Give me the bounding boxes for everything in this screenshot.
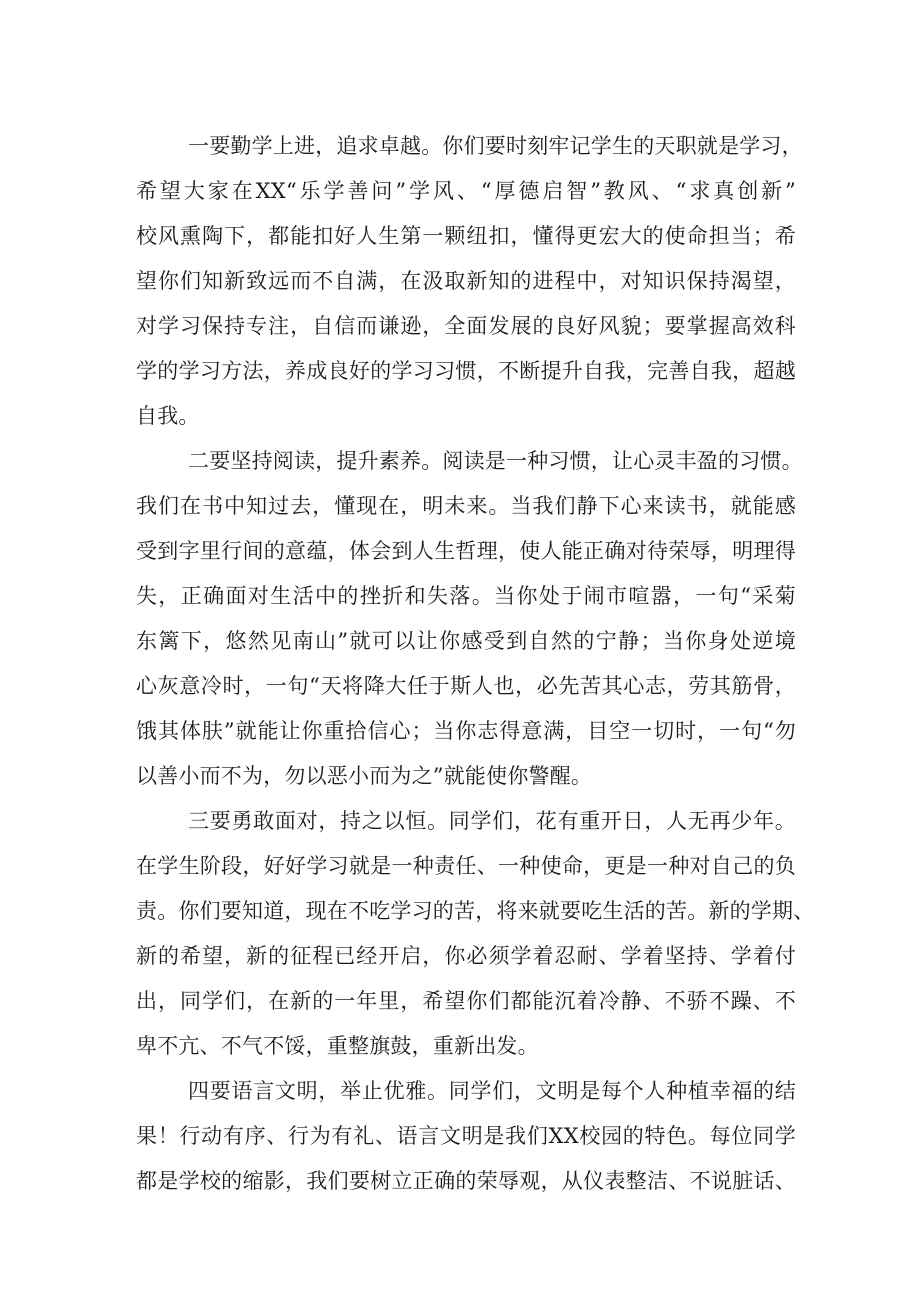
paragraph-line: 三要勇敢面对，持之以恒。同学们，花有重开日，人无再少年。 <box>188 809 796 833</box>
paragraph-line: 都是学校的缩影，我们要树立正确的荣辱观，从仪表整洁、不说脏话、 <box>136 1169 796 1193</box>
paragraph-2 <box>136 439 803 799</box>
paragraph-line: 以善小而不为，勿以恶小而为之”就能使你警醒。 <box>136 764 593 788</box>
paragraph-line: 一要勤学上进，追求卓越。你们要时刻牢记学生的天职就是学习， <box>188 134 803 158</box>
paragraph-3 <box>136 799 815 1069</box>
paragraph-line: 卑不亢、不气不馁，重整旗鼓，重新出发。 <box>136 1034 539 1058</box>
paragraph-line: 学的学习方法，养成良好的学习习惯，不断提升自我，完善自我，超越 <box>136 359 796 383</box>
paragraph-1 <box>136 124 803 439</box>
paragraph-line: 出，同学们，在新的一年里，希望你们都能沉着冷静、不骄不躁、不 <box>136 989 796 1013</box>
paragraph-line: 望你们知新致远而不自满，在汲取新知的进程中，对知识保持渴望， <box>136 269 796 293</box>
paragraph-line: 希望大家在XX“乐学善问”学风、“厚德启智”教风、“求真创新” <box>136 179 796 203</box>
paragraph-4 <box>136 1069 796 1204</box>
paragraph-line: 责。你们要知道，现在不吃学习的苦，将来就要吃生活的苦。新的学期、 <box>136 899 815 923</box>
paragraph-line: 二要坚持阅读，提升素养。阅读是一种习惯，让心灵丰盈的习惯。 <box>188 449 803 473</box>
paragraph-line: 对学习保持专注，自信而谦逊，全面发展的良好风貌；要掌握高效科 <box>136 314 796 338</box>
paragraph-line: 四要语言文明，举止优雅。同学们，文明是每个人种植幸福的结 <box>188 1079 796 1103</box>
paragraph-line: 在学生阶段，好好学习就是一种责任、一种使命，更是一种对自己的负 <box>136 854 796 878</box>
paragraph-line: 心灰意冷时，一句“天将降大任于斯人也，必先苦其心志，劳其筋骨， <box>136 674 796 698</box>
document-body <box>136 124 815 1204</box>
paragraph-line: 东篱下，悠然见南山”就可以让你感受到自然的宁静；当你身处逆境 <box>136 629 796 653</box>
paragraph-line: 果！行动有序、行为有礼、语言文明是我们XX校园的特色。每位同学 <box>136 1124 796 1148</box>
paragraph-line: 自我。 <box>136 404 200 428</box>
paragraph-line: 饿其体肤”就能让你重拾信心；当你志得意满，目空一切时，一句“勿 <box>136 719 796 743</box>
paragraph-line: 我们在书中知过去，懂现在，明未来。当我们静下心来读书，就能感 <box>136 494 796 518</box>
paragraph-line: 失，正确面对生活中的挫折和失落。当你处于闹市喧嚣，一句“采菊 <box>136 584 796 608</box>
paragraph-line: 新的希望，新的征程已经开启，你必须学着忍耐、学着坚持、学着付 <box>136 944 796 968</box>
paragraph-line: 校风熏陶下，都能扣好人生第一颗纽扣，懂得更宏大的使命担当；希 <box>136 224 796 248</box>
paragraph-line: 受到字里行间的意蕴，体会到人生哲理，使人能正确对待荣辱，明理得 <box>136 539 796 563</box>
